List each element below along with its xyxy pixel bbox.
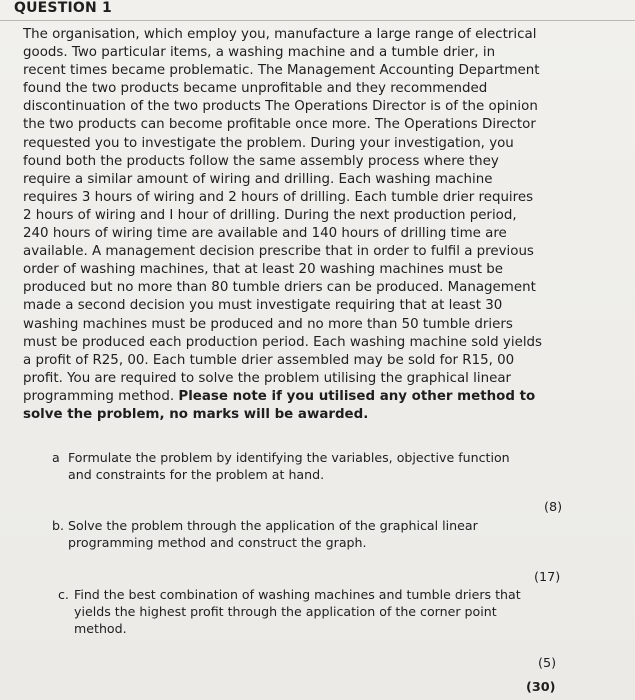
paragraph-line-with-note [23,388,613,406]
paragraph-line: found both the products follow the same assembly process where they [23,153,499,169]
paragraph-line: goods. Two particular items, a washing machine and a tumble drier, in [23,45,496,61]
paragraph-line: order of washing machines, that at least 20 washing machines must be [23,262,503,278]
paragraph-line: profit. You are required to solve the problem utilising the graphical linear [23,370,512,386]
paragraph-line: produced but no more than 80 tumble driers can be produced. Management [23,280,536,296]
scenario-paragraph [23,26,613,424]
paragraph-line: a profit of R25, 00. Each tumble drier assembled may be sold for R15, 00 [23,352,515,368]
paragraph-line: available. A management decision prescribe that in order to fulfil a previous [23,244,534,260]
bold-note: solve the problem, no marks will be awarded. [23,406,369,422]
paragraph-line: The organisation, which employ you, manufacture a large range of electrical [23,27,537,42]
paragraph-line: requested you to investigate the problem. During your investigation, you [23,135,514,151]
paragraph-line: 240 hours of wiring time are available and 140 hours of drilling time are [23,226,507,242]
question-a [52,449,510,483]
question-a-text: Formulate the problem by identifying the variables, objective function [68,450,510,465]
paragraph-line: requires 3 hours of wiring and 2 hours of drilling. Each tumble drier requires [23,189,534,205]
question-b-text: Solve the problem through the application of the graphical linear [68,518,478,533]
bold-note: Please note if you utilised any other method to [178,388,536,404]
paragraph-line: found the two products became unprofitable and they recommended [23,81,488,97]
question-c-text: method. [74,621,127,636]
paragraph-line: programming method. [23,388,175,404]
heading-divider [0,20,635,21]
total-marks: (30) [526,680,556,695]
paragraph-line: must be produced each production period. Each washing machine sold yields [23,334,543,350]
question-c-text: Find the best combination of washing machines and tumble driers that [74,587,521,602]
question-a-text: and constraints for the problem at hand. [68,467,325,482]
question-c-label: c. [58,587,69,602]
question-c-marks: (5) [538,656,557,671]
paragraph-line: 2 hours of wiring and I hour of drilling. During the next production period, [23,207,517,223]
question-b-label: b. [52,518,64,533]
question-b-text: programming method and construct the graph. [68,535,367,550]
question-b-marks: (17) [534,570,561,585]
paragraph-line: require a similar amount of wiring and drilling. Each washing machine [23,171,493,187]
paragraph-line: discontinuation of the two products The Operations Director is of the opinion [23,99,538,115]
paragraph-line: washing machines must be produced and no more than 50 tumble driers [23,316,513,332]
paragraph-line: the two products can become profitable once more. The Operations Director [23,117,536,133]
paragraph-line-bold [23,406,613,424]
question-b [52,517,478,551]
paragraph-line: recent times became problematic. The Management Accounting Department [23,63,540,79]
paragraph-line: made a second decision you must investigate requiring that at least 30 [23,298,503,314]
question-heading: QUESTION 1 [14,0,112,16]
question-a-marks: (8) [544,500,563,515]
question-c [58,586,521,637]
question-a-label: a [52,450,60,465]
question-c-text: yields the highest profit through the application of the corner point [74,604,497,619]
